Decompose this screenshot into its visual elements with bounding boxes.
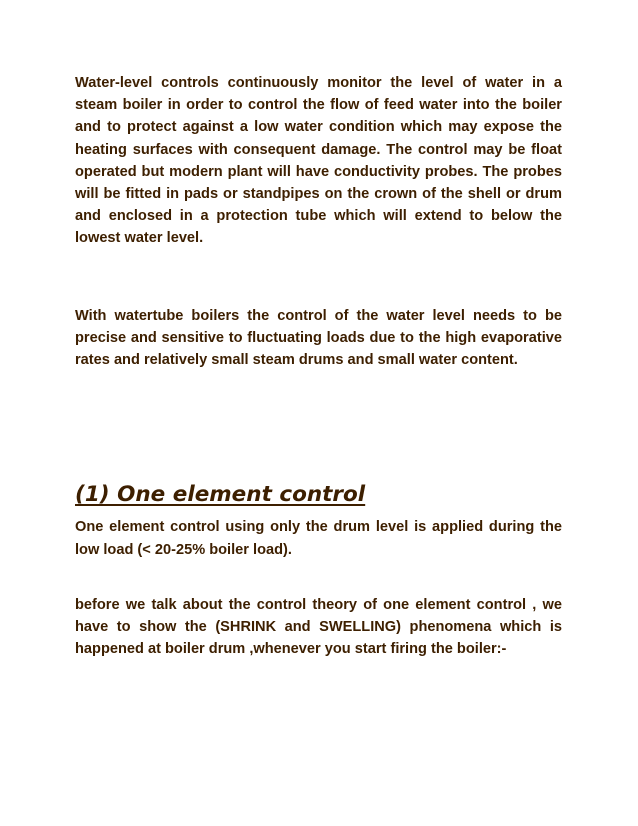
paragraph-watertube-boilers: With watertube boilers the control of the water level needs to be precise and sensitive to fluctuating loads due to the high evaporative rates and relatively small steam drums and small water content. — [75, 308, 562, 369]
section-heading-one-element-control: (1) One element control — [75, 482, 366, 507]
paragraph-shrink-and-swelling: before we talk about the control theory of one element control , we have to show the (SHRINK and SWELLING) phenomena which is happened at boiler drum ,whenever you start firing the boiler:- — [75, 597, 562, 658]
paragraph-water-level-controls: Water-level controls continuously monitor the level of water in a steam boiler in order to control the flow of feed water into the boiler and to protect against a low water condition which may expose the heating surfaces with consequent damage. The control may be float operated but modern plant will have conductivity probes. The probes will be fitted in pads or standpipes on the crown of the shell or drum and enclosed in a protection tube which will extend to below the lowest water level. — [75, 75, 562, 247]
paragraph-one-element-control: One element control using only the drum level is applied during the low load (< 20-25% boiler load). — [75, 519, 562, 558]
